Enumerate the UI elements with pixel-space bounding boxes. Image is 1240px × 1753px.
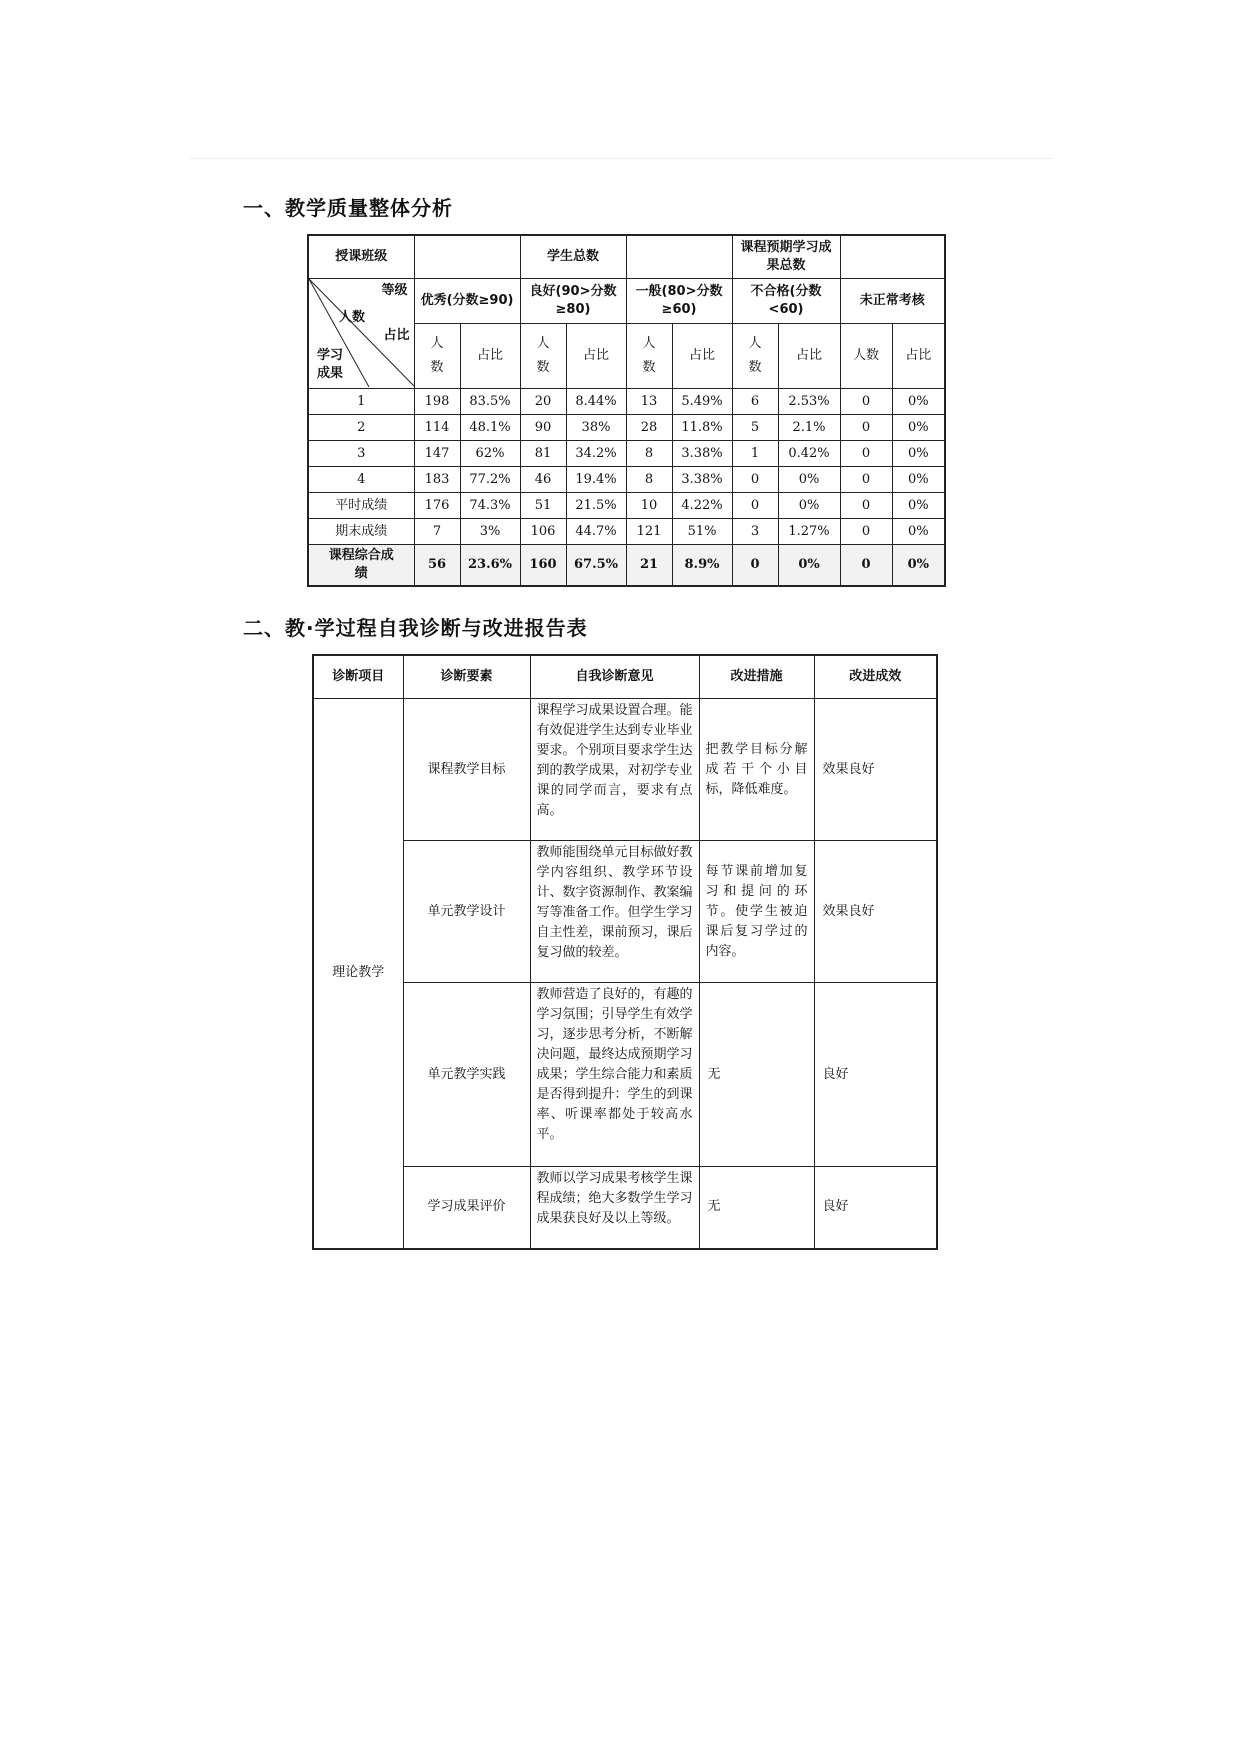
count-cell: 0	[840, 519, 892, 545]
table-row	[308, 467, 945, 493]
effect-cell: 良好	[814, 1167, 937, 1249]
ratio-cell: 0%	[892, 493, 945, 519]
ratio-cell: 38%	[566, 415, 626, 441]
section2-title: 二、教·学过程自我诊断与改进报告表	[243, 616, 588, 640]
ratio-cell: 48.1%	[460, 415, 520, 441]
quality-table-body	[308, 389, 945, 587]
class-value	[414, 235, 520, 279]
count-header: 人数	[520, 324, 566, 389]
count-cell: 176	[414, 493, 460, 519]
students-value	[626, 235, 732, 279]
count-cell: 0	[732, 545, 778, 587]
row-label: 2	[308, 415, 414, 441]
count-cell: 28	[626, 415, 672, 441]
opinion-cell: 教师以学习成果考核学生课程成绩；绝大多数学生学习成果获良好及以上等级。	[530, 1167, 699, 1249]
ratio-header: 占比	[566, 324, 626, 389]
ratio-cell: 23.6%	[460, 545, 520, 587]
diagnosis-report-table	[312, 654, 938, 1250]
page-top-rule	[190, 158, 1052, 159]
count-cell: 51	[520, 493, 566, 519]
count-cell: 0	[732, 467, 778, 493]
count-cell: 0	[840, 389, 892, 415]
ratio-cell: 4.22%	[672, 493, 732, 519]
count-cell: 0	[732, 493, 778, 519]
count-header: 人数	[732, 324, 778, 389]
level-fail: 不合格(分数<60)	[732, 279, 840, 324]
ratio-cell: 2.1%	[778, 415, 840, 441]
count-cell: 13	[626, 389, 672, 415]
diag-count-label: 人数	[339, 310, 366, 325]
ratio-cell: 34.2%	[566, 441, 626, 467]
ratio-cell: 0%	[892, 389, 945, 415]
ratio-cell: 83.5%	[460, 389, 520, 415]
count-cell: 198	[414, 389, 460, 415]
effect-cell: 效果良好	[814, 699, 937, 841]
table-row	[308, 441, 945, 467]
table-row	[308, 519, 945, 545]
ratio-cell: 2.53%	[778, 389, 840, 415]
count-header: 人数	[414, 324, 460, 389]
level-good: 良好(90>分数≥80)	[520, 279, 626, 324]
ratio-cell: 77.2%	[460, 467, 520, 493]
ratio-cell: 0%	[892, 415, 945, 441]
students-label: 学生总数	[520, 235, 626, 279]
ratio-cell: 0%	[892, 545, 945, 587]
diag-ratio-label: 占比	[383, 328, 410, 343]
row-label: 4	[308, 467, 414, 493]
ratio-header: 占比	[672, 324, 732, 389]
level-unexamined: 未正常考核	[840, 279, 945, 324]
ratio-cell: 62%	[460, 441, 520, 467]
header-project: 诊断项目	[313, 655, 403, 699]
element-cell: 学习成果评价	[403, 1167, 530, 1249]
count-cell: 81	[520, 441, 566, 467]
ratio-header: 占比	[778, 324, 840, 389]
project-cell: 理论教学	[313, 699, 403, 1249]
row-label: 期末成绩	[308, 519, 414, 545]
header-effect: 改进成效	[814, 655, 937, 699]
header-opinion: 自我诊断意见	[530, 655, 699, 699]
row-label: 1	[308, 389, 414, 415]
ratio-cell: 11.8%	[672, 415, 732, 441]
count-cell: 121	[626, 519, 672, 545]
ratio-header: 占比	[892, 324, 945, 389]
element-cell: 单元教学设计	[403, 841, 530, 983]
measure-cell: 无	[699, 983, 814, 1167]
section1-title: 一、教学质量整体分析	[243, 196, 453, 220]
count-cell: 6	[732, 389, 778, 415]
ratio-cell: 19.4%	[566, 467, 626, 493]
ratio-cell: 67.5%	[566, 545, 626, 587]
count-cell: 0	[840, 415, 892, 441]
count-cell: 160	[520, 545, 566, 587]
count-cell: 0	[840, 545, 892, 587]
opinion-cell: 课程学习成果设置合理。能有效促进学生达到专业毕业要求。个别项目要求学生达到的教学成果，对初学专业课的同学而言，要求有点高。	[530, 699, 699, 841]
diag-grade-label: 等级	[381, 283, 408, 298]
ratio-cell: 0%	[778, 493, 840, 519]
count-cell: 1	[732, 441, 778, 467]
ratio-cell: 21.5%	[566, 493, 626, 519]
count-cell: 7	[414, 519, 460, 545]
ratio-cell: 1.27%	[778, 519, 840, 545]
count-cell: 8	[626, 467, 672, 493]
ratio-cell: 0.42%	[778, 441, 840, 467]
ratio-cell: 0%	[892, 519, 945, 545]
outcomes-label: 课程预期学习成果总数	[732, 235, 840, 279]
outcomes-value	[840, 235, 945, 279]
ratio-cell: 8.44%	[566, 389, 626, 415]
ratio-cell: 74.3%	[460, 493, 520, 519]
ratio-cell: 0%	[892, 441, 945, 467]
header-measure: 改进措施	[699, 655, 814, 699]
count-cell: 46	[520, 467, 566, 493]
count-cell: 0	[840, 493, 892, 519]
count-cell: 56	[414, 545, 460, 587]
measure-cell: 每节课前增加复习和提问的环节。使学生被迫课后复习学过的内容。	[699, 841, 814, 983]
count-header: 人数	[626, 324, 672, 389]
element-cell: 单元教学实践	[403, 983, 530, 1167]
class-label: 授课班级	[308, 235, 414, 279]
effect-cell: 效果良好	[814, 841, 937, 983]
count-cell: 20	[520, 389, 566, 415]
ratio-cell: 8.9%	[672, 545, 732, 587]
count-cell: 21	[626, 545, 672, 587]
ratio-cell: 0%	[778, 467, 840, 493]
ratio-cell: 44.7%	[566, 519, 626, 545]
count-cell: 8	[626, 441, 672, 467]
table-row	[308, 415, 945, 441]
count-cell: 183	[414, 467, 460, 493]
ratio-cell: 3.38%	[672, 467, 732, 493]
count-cell: 114	[414, 415, 460, 441]
count-cell: 10	[626, 493, 672, 519]
element-cell: 课程教学目标	[403, 699, 530, 841]
count-cell: 106	[520, 519, 566, 545]
quality-analysis-table	[307, 234, 946, 587]
header-element: 诊断要素	[403, 655, 530, 699]
count-header: 人数	[840, 324, 892, 389]
level-excellent: 优秀(分数≥90)	[414, 279, 520, 324]
effect-cell: 良好	[814, 983, 937, 1167]
ratio-cell: 0%	[892, 467, 945, 493]
diag-outcome-label: 学习成果	[316, 348, 343, 381]
table-row	[308, 389, 945, 415]
ratio-header: 占比	[460, 324, 520, 389]
measure-cell: 无	[699, 1167, 814, 1249]
opinion-cell: 教师营造了良好的，有趣的学习氛围；引导学生有效学习，逐步思考分析，不断解决问题，最终达成预期学习成果；学生综合能力和素质是否得到提升：学生的到课率、听课率都处于较高水平。	[530, 983, 699, 1167]
count-cell: 0	[840, 467, 892, 493]
ratio-cell: 3.38%	[672, 441, 732, 467]
ratio-cell: 0%	[778, 545, 840, 587]
row-label: 3	[308, 441, 414, 467]
count-cell: 5	[732, 415, 778, 441]
ratio-cell: 51%	[672, 519, 732, 545]
ratio-cell: 3%	[460, 519, 520, 545]
count-cell: 0	[840, 441, 892, 467]
count-cell: 3	[732, 519, 778, 545]
measure-cell: 把教学目标分解成若干个小目标，降低难度。	[699, 699, 814, 841]
diagonal-header-cell	[308, 279, 414, 389]
level-average: 一般(80>分数≥60)	[626, 279, 732, 324]
opinion-cell: 教师能围绕单元目标做好教学内容组织、教学环节设计、数字资源制作、教案编写等准备工作。但学生学习自主性差，课前预习，课后复习做的较差。	[530, 841, 699, 983]
total-row	[308, 545, 945, 587]
ratio-cell: 5.49%	[672, 389, 732, 415]
row-label: 课程综合成绩	[308, 545, 414, 587]
count-cell: 90	[520, 415, 566, 441]
count-cell: 147	[414, 441, 460, 467]
row-label: 平时成绩	[308, 493, 414, 519]
table-row	[308, 493, 945, 519]
